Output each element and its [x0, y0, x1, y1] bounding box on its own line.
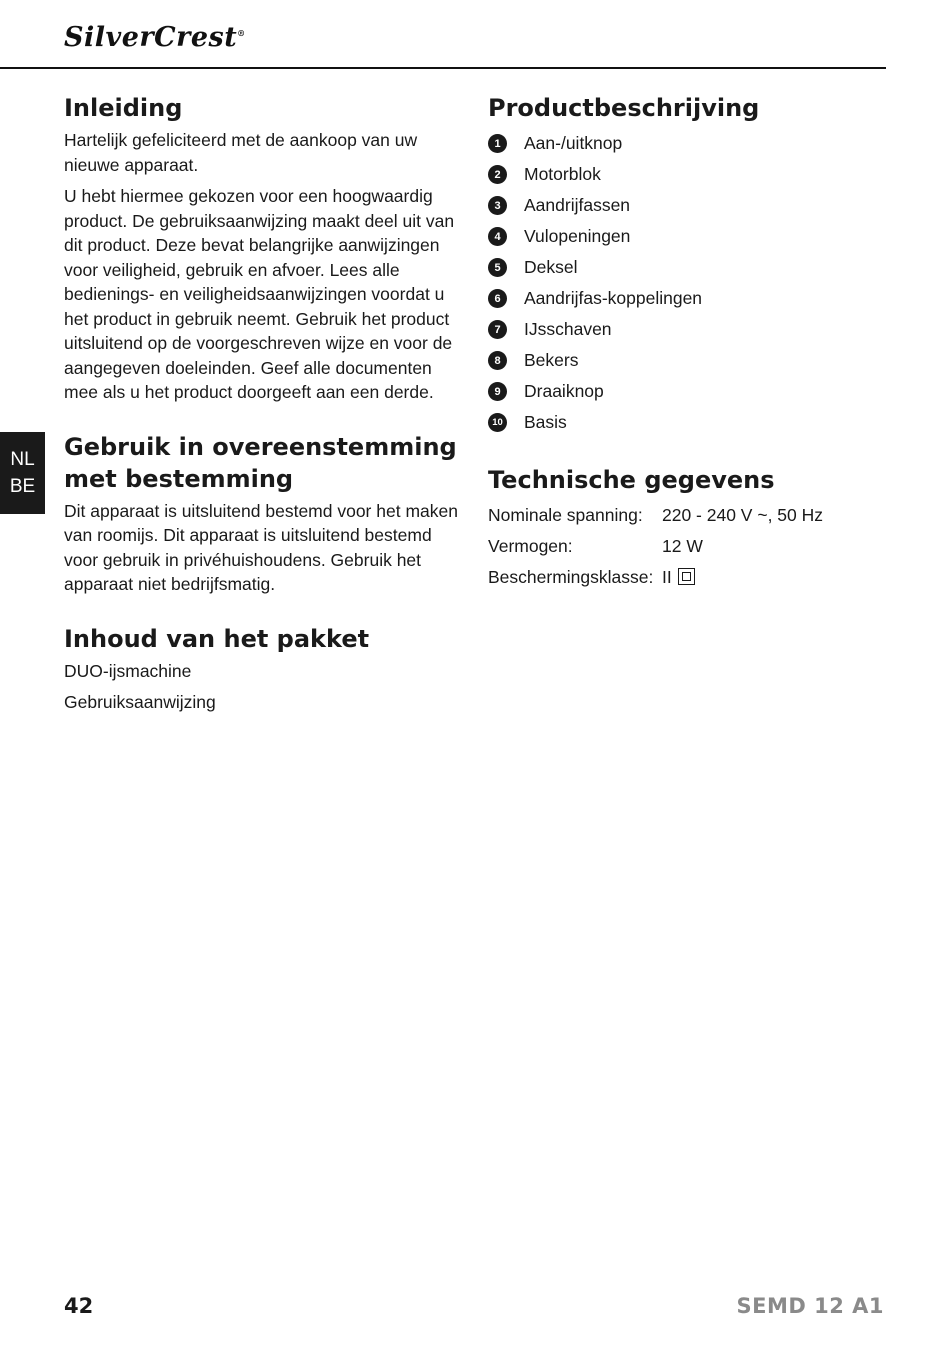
spec-key: Beschermingsklasse: [488, 567, 654, 587]
number-badge-icon: 5 [488, 258, 507, 277]
registered-mark: ® [237, 28, 246, 38]
part-label: Vulopeningen [524, 226, 631, 246]
left-column [64, 92, 460, 740]
right-column [488, 92, 888, 619]
number-badge-icon: 2 [488, 165, 507, 184]
language-code-nl: NL [10, 449, 35, 470]
section-intro [64, 92, 460, 405]
part-item [488, 190, 888, 221]
part-label: Aandrijfas-koppelingen [524, 288, 703, 308]
spec-row [488, 500, 823, 531]
part-item [488, 345, 888, 376]
number-badge-icon: 9 [488, 382, 507, 401]
part-item [488, 314, 888, 345]
number-badge-icon: 8 [488, 351, 507, 370]
language-code-be: BE [9, 476, 36, 497]
part-label: Motorblok [524, 164, 601, 184]
part-item [488, 283, 888, 314]
number-badge-icon: 4 [488, 227, 507, 246]
spec-key: Nominale spanning: [488, 505, 643, 525]
heading-package-contents: Inhoud van het pakket [64, 624, 370, 653]
contents-item: Gebruiksaanwijzing [64, 691, 216, 712]
part-label: Bekers [524, 350, 579, 370]
part-item [488, 159, 888, 190]
protection-class-ii-icon [678, 568, 695, 585]
heading-intended-use: Gebruik in overeenstemming met bestemming [64, 432, 457, 493]
number-badge-icon: 3 [488, 196, 507, 215]
spec-value: II [662, 567, 672, 587]
section-intended-use [64, 431, 460, 597]
number-badge-icon: 7 [488, 320, 507, 339]
brand-name: SilverCrest [64, 22, 238, 53]
section-package-contents [64, 623, 460, 715]
spec-value: 12 W [662, 536, 703, 556]
intro-paragraph: U hebt hiermee gekozen voor een hoogwaardig product. De gebruiksaanwijzing maakt deel uit van dit product. Deze bevat belangrijke aanwijzingen voor veiligheid, gebruik en afvoer. Lees alle bedienings- en veiligheidsaanwijzingen voordat u het product in gebruik neemt. Gebruik het product uitsluitend op de voorgeschreven wijze en voor de aangegeven doeleinden. Geef alle documenten mee als u het product doorgeeft aan een derde. [64, 186, 455, 402]
part-item [488, 376, 888, 407]
spec-table [488, 500, 823, 593]
part-label: IJsschaven [524, 319, 612, 339]
part-item [488, 407, 888, 438]
part-label: Basis [524, 412, 567, 432]
section-product-description [488, 92, 888, 438]
heading-technical-data: Technische gegevens [488, 466, 775, 494]
spec-value: 220 - 240 V ~, 50 Hz [662, 505, 824, 525]
spec-value-cell [662, 562, 823, 593]
intended-use-paragraph: Dit apparaat is uitsluitend bestemd voor het maken van roomijs. Dit apparaat is uitsluitend bestemd voor gebruik in privéhuishoudens. Gebruik het apparaat niet bedrijfsmatig. [64, 500, 458, 594]
spec-row [488, 562, 823, 593]
header-divider [0, 67, 886, 69]
heading-product-description: Productbeschrijving [488, 94, 760, 122]
brand-logo [64, 22, 246, 53]
language-tab [0, 432, 45, 514]
part-label: Draaiknop [524, 381, 604, 401]
part-item [488, 221, 888, 252]
parts-list [488, 128, 888, 438]
part-label: Aan-/uitknop [524, 133, 623, 153]
part-label: Deksel [524, 257, 578, 277]
spec-row [488, 531, 823, 562]
part-item [488, 128, 888, 159]
part-item [488, 252, 888, 283]
number-badge-icon: 1 [488, 134, 507, 153]
heading-intro: Inleiding [64, 94, 183, 122]
number-badge-icon: 6 [488, 289, 507, 308]
number-badge-icon: 10 [488, 413, 507, 432]
page-number: 42 [64, 1294, 94, 1318]
part-label: Aandrijfassen [524, 195, 631, 215]
model-number: SEMD 12 A1 [736, 1294, 884, 1318]
intro-paragraph: Hartelijk gefeliciteerd met de aankoop van uw nieuwe apparaat. [64, 130, 418, 175]
contents-item: DUO-ijsmachine [64, 660, 192, 681]
spec-key: Vermogen: [488, 536, 573, 556]
section-technical-data [488, 464, 888, 593]
